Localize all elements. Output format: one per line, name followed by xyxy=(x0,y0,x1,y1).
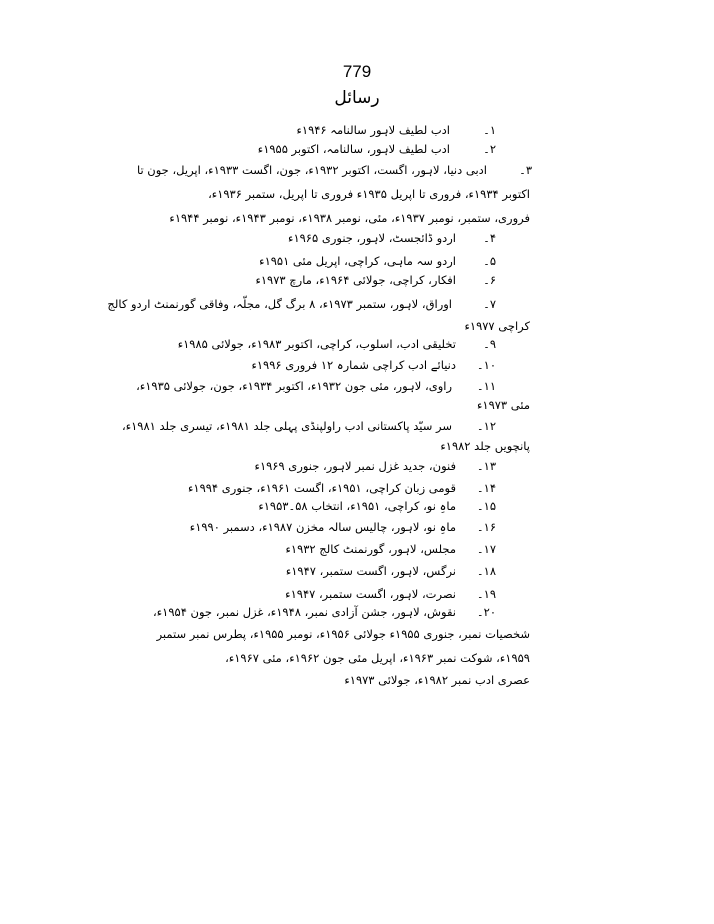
entry-line: اردو سہ ماہی، کراچی، اپریل مئی ۱۹۵۱ء xyxy=(259,254,456,268)
entry-number: ۱۸۔ xyxy=(476,564,496,578)
entry-line: تخلیقی ادب، اسلوب، کراچی، اکتوبر ۱۹۸۳ء، جولائی ۱۹۸۵ء xyxy=(177,337,456,351)
entry-number: ۴۔ xyxy=(483,231,496,245)
entry-number: ۱۴۔ xyxy=(476,481,496,495)
entry-line: اکتوبر ۱۹۳۴ء، فروری تا اپریل ۱۹۳۵ء فروری تا اپریل، ستمبر ۱۹۳۶ء، xyxy=(208,187,530,201)
entry-number: ۱۲۔ xyxy=(476,419,496,433)
entry-line: نرگس، لاہور، اگست ستمبر، ۱۹۴۷ء xyxy=(285,564,456,578)
entry-number: ۵۔ xyxy=(483,254,496,268)
entry-number: ۲۰۔ xyxy=(476,605,496,619)
entry-line: پانچویں جلد ۱۹۸۲ء xyxy=(440,439,530,453)
entry-number: ۱۵۔ xyxy=(476,499,496,513)
page-number: 779 xyxy=(342,62,372,81)
entry-number: ۱۷۔ xyxy=(476,542,496,556)
entry-number: ۱۱۔ xyxy=(476,379,496,393)
entry-number: ۱۶۔ xyxy=(476,520,496,534)
entry-number: ۲۔ xyxy=(483,142,496,156)
entry-number: ۶۔ xyxy=(483,273,496,287)
entry-number: ۱۔ xyxy=(483,123,496,137)
entry-line: کراچی ۱۹۷۷ء xyxy=(464,319,530,333)
entry-line: راوی، لاہور، مئی جون ۱۹۳۲ء، اکتوبر ۱۹۳۴ء، جون، جولائی ۱۹۳۵ء، xyxy=(136,379,452,393)
entry-line: ادب لطیف لاہور سالنامہ ۱۹۴۶ء xyxy=(296,123,450,137)
entry-line: فنون، جدید غزل نمبر لاہور، جنوری ۱۹۶۹ء xyxy=(254,459,456,473)
entry-line: عصری ادب نمبر ۱۹۸۲ء، جولائی ۱۹۷۳ء xyxy=(344,673,530,687)
entry-number: ۱۹۔ xyxy=(476,587,496,601)
entry-number: ۱۳۔ xyxy=(476,459,496,473)
entry-number: ۹۔ xyxy=(483,337,496,351)
entry-line: نقوش، لاہور، جشن آزادی نمبر، ۱۹۴۸ء، غزل نمبر، جون ۱۹۵۴ء، xyxy=(153,605,456,619)
entry-line: ادب لطیف لاہور، سالنامہ، اکتوبر ۱۹۵۵ء xyxy=(257,142,450,156)
entry-line: اوراق، لاہور، ستمبر ۱۹۷۳ء، ۸ برگ گل، مجلّہ، وفاقی گورنمنٹ اردو کالج xyxy=(107,297,452,311)
entry-number: ۷۔ xyxy=(483,297,496,311)
entry-line: اردو ڈائجسٹ، لاہور، جنوری ۱۹۶۵ء xyxy=(288,231,456,245)
entry-line: فروری، ستمبر، نومبر ۱۹۳۷ء، مئی، نومبر ۱۹۳۸ء، نومبر ۱۹۴۳ء، نومبر ۱۹۴۴ء xyxy=(169,211,530,225)
entry-line: نصرت، لاہور، اگست ستمبر، ۱۹۴۷ء xyxy=(285,587,456,601)
entry-line: شخصیات نمبر، جنوری ۱۹۵۵ء جولائی ۱۹۵۶ء، نومبر ۱۹۵۵ء، پطرس نمبر ستمبر xyxy=(156,627,530,641)
page-heading: رسائل xyxy=(334,88,380,108)
entry-line: ماہِ نو، کراچی، ۱۹۵۱ء، انتخاب ۵۸۔۱۹۵۳ء xyxy=(258,499,456,513)
entry-number: ۱۰۔ xyxy=(476,358,496,372)
entry-line: مجلس، لاہور، گورنمنٹ کالج ۱۹۳۲ء xyxy=(285,542,456,556)
entry-line: ماہِ نو، لاہور، چالیس سالہ مخزن ۱۹۸۷ء، دسمبر ۱۹۹۰ء xyxy=(189,520,456,534)
entry-line: مئی ۱۹۷۳ء xyxy=(476,398,530,412)
entry-line: افکار، کراچی، جولائی ۱۹۶۴ء، مارچ ۱۹۷۳ء xyxy=(255,273,456,287)
entry-line: ادبی دنیا، لاہور، اگست، اکتوبر ۱۹۳۲ء، جون، اگست ۱۹۳۳ء، اپریل، جون تا xyxy=(136,163,487,177)
entry-line: دنیائے ادب کراچی شمارہ ۱۲ فروری ۱۹۹۶ء xyxy=(251,358,456,372)
entry-line: ۱۹۵۹ء، شوکت نمبر ۱۹۶۳ء، اپریل مئی جون ۱۹۶۲ء، مئی ۱۹۶۷ء، xyxy=(225,651,530,665)
entry-line: سر سیّد پاکستانی ادب راولپنڈی پہلی جلد ۱۹۸۱ء، تیسری جلد ۱۹۸۱ء، xyxy=(121,419,452,433)
entry-line: قومی زبان کراچی، ۱۹۵۱ء، اگست ۱۹۶۱ء، جنوری ۱۹۹۴ء xyxy=(187,481,456,495)
entry-number: ۳۔ xyxy=(519,163,532,177)
